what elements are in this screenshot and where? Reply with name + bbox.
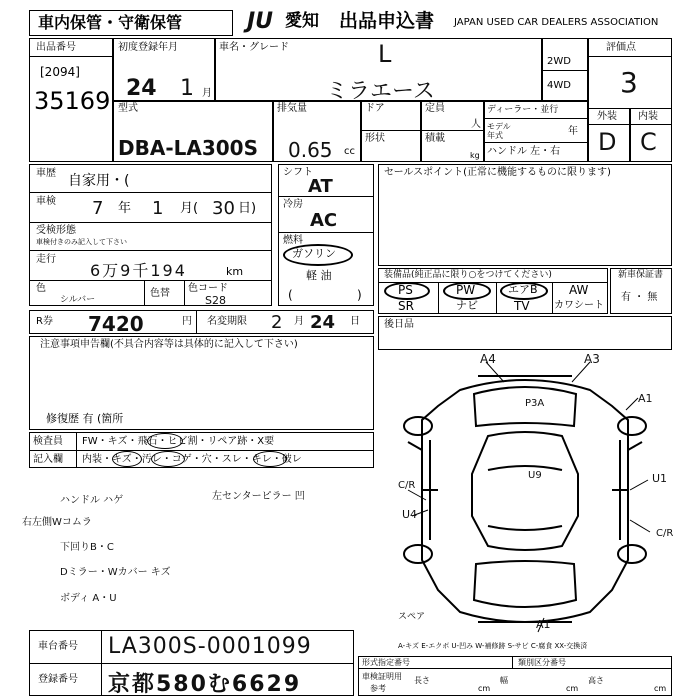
displacement-label: 排気量	[277, 103, 307, 114]
damage-legend: A-キズ E-エクボ U-凹み W-補修跡 S-サビ C-腐食 XX-交換済	[398, 642, 588, 650]
car-history: 自家用・(	[68, 173, 130, 189]
circle-kizu	[112, 451, 142, 467]
color-replace-label: 色替	[150, 288, 170, 299]
interior-label: 内装	[638, 111, 658, 122]
rating-score: 3	[620, 66, 638, 99]
name-change-month: 2	[271, 312, 283, 333]
mileage: 6万9千194	[90, 261, 187, 280]
cooler-label: 冷房	[283, 199, 303, 210]
cc-unit: cc	[344, 146, 355, 157]
note-handle: ハンドル ハゲ	[60, 495, 124, 506]
note-mirror: Dミラー・Wカバー キズ	[60, 567, 171, 578]
circle-yogore	[151, 451, 185, 467]
inspection-year: 7	[92, 198, 104, 219]
damage-a4: A4	[480, 352, 496, 366]
fuel-gasoline: ガソリン	[292, 247, 336, 260]
damage-cr-left: C/R	[398, 480, 416, 491]
car-name-label: 車名・グレード	[219, 42, 289, 53]
recycle-label: R券	[36, 316, 53, 327]
drive-2wd: 2WD	[547, 56, 571, 67]
plate-number-label: 登録番号	[38, 674, 78, 685]
name-change-day-unit: 日	[350, 316, 360, 327]
interior-grade: C	[640, 128, 657, 156]
fuel-paren-close: )	[357, 288, 362, 302]
repair-history: 修復歴 有 (箇所	[46, 412, 124, 425]
car-trunk	[474, 561, 576, 607]
inspection-day-unit: 日)	[238, 201, 257, 216]
damage-a1-top: A1	[638, 392, 653, 405]
frame-number-label: 車台番号	[38, 641, 78, 652]
yen-unit: 円	[182, 316, 192, 327]
equipment-label: 装備品(純正品に限り○をつけてください)	[384, 270, 552, 280]
kg-unit: kg	[470, 151, 480, 160]
damage-cr-right: C/R	[656, 528, 674, 539]
form-number-label: 形式指定番号	[362, 658, 410, 667]
name-change-label: 名変期限	[207, 316, 247, 327]
month-unit: 月	[202, 88, 212, 99]
capacity-unit: 人	[471, 119, 481, 130]
equipment-pw: PW	[456, 283, 476, 297]
wheel-front-right	[618, 417, 646, 435]
model-label: 型式	[118, 103, 138, 114]
name-change-month-unit: 月	[294, 316, 304, 327]
attachments-block	[378, 316, 672, 350]
warranty-options: 有 ・ 無	[621, 292, 658, 303]
attachments-label: 後日品	[384, 319, 414, 330]
model-code: DBA-LA300S	[118, 136, 258, 160]
note-underbody: 下回りB・C	[60, 542, 114, 553]
inspection-month-unit: 月(	[180, 201, 199, 216]
sales-point-label: セールスポイント(正常に機能するものに限ります)	[384, 167, 611, 178]
equipment-ps: PS	[398, 283, 413, 297]
displacement: 0.65	[288, 138, 333, 162]
wheel-rear-right	[618, 545, 646, 563]
shift-label: シフト	[283, 167, 313, 178]
inspection-day: 30	[212, 198, 235, 219]
model-year-label: モデル年式	[487, 122, 511, 140]
car-grade: L	[378, 40, 392, 68]
km-unit: km	[226, 265, 244, 278]
width-label: 幅	[500, 676, 508, 685]
certificate-label: 車検証明用	[362, 672, 402, 681]
plate-number: 京都580む6629	[108, 672, 302, 697]
mileage-label: 走行	[36, 254, 56, 265]
circle-sure	[253, 451, 287, 467]
damage-a3: A3	[584, 352, 600, 366]
damage-u4: U4	[402, 508, 418, 521]
width-cm: cm	[566, 684, 579, 693]
load-label: 積載	[425, 133, 445, 144]
fw-row: FW・キズ・飛石・ヒビ割・リペア跡・X要	[82, 436, 275, 447]
car-name: ミラエース	[326, 79, 435, 104]
wheel-rear-left	[404, 545, 432, 563]
height-label: 高さ	[588, 676, 604, 685]
inspector-label: 検査員	[33, 436, 63, 447]
capacity-label: 定員	[425, 103, 445, 114]
name-change-day: 24	[310, 312, 336, 333]
car-outline	[422, 380, 628, 622]
car-history-label: 車歴	[36, 168, 56, 179]
lot-sub-number: [2094]	[40, 65, 80, 79]
entry-label: 記入欄	[33, 454, 63, 465]
fuel-label: 燃料	[283, 235, 303, 246]
interior-row: 内装・キズ・汚レ・コゲ・穴・スレ・キレ・破レ	[82, 454, 302, 465]
inspection-label: 車検	[36, 196, 56, 207]
color-label: 色	[36, 283, 46, 294]
cooler: AC	[310, 210, 338, 231]
ju-logo: JU	[247, 9, 274, 34]
door-label: ドア	[365, 103, 385, 114]
shift: AT	[308, 176, 333, 197]
spare-label: スペア	[398, 612, 426, 622]
lot-number-label: 出品番号	[36, 42, 76, 53]
note-side: 右左側Wコムラ	[22, 517, 92, 528]
note-body: ボディ A・U	[60, 593, 117, 604]
equipment-leather: カワシート	[554, 300, 604, 311]
car-diagram	[378, 350, 672, 650]
drive-4wd: 4WD	[547, 80, 571, 91]
inspection-month: 1	[152, 198, 164, 219]
first-registration-label: 初度登録年月	[118, 42, 178, 53]
exterior-grade: D	[598, 128, 617, 156]
fuel-paren-open: (	[288, 288, 293, 302]
lot-number: 35169	[34, 87, 111, 115]
damage-u9: U9	[528, 470, 542, 481]
car-roof	[472, 432, 578, 550]
equipment-aw: AW	[569, 283, 589, 297]
damage-a1-bottom: A1	[536, 618, 551, 631]
color-code: S28	[205, 294, 226, 307]
color-code-label: 色コード	[188, 283, 228, 294]
damage-u1: U1	[652, 472, 668, 485]
first-registration-month: 1	[180, 76, 194, 101]
exterior-label: 外装	[597, 111, 617, 122]
equipment-tv: TV	[514, 299, 530, 313]
sheet-title: 出品申込書	[339, 10, 435, 32]
wheel-front-left	[404, 417, 432, 435]
damage-p3: P3A	[525, 398, 545, 409]
inspection-year-unit: 年	[118, 201, 132, 216]
notes-label: 注意事項申告欄(不具合内容等は具体的に記入して下さい)	[40, 339, 298, 350]
sales-point-block	[378, 164, 672, 266]
color: シルバー	[60, 295, 96, 305]
logo-prefecture: 愛知	[285, 11, 319, 31]
handle-label: ハンドル 左・右	[487, 146, 561, 157]
equipment-sr: SR	[398, 299, 414, 313]
recycle-amount: 7420	[88, 312, 144, 336]
length-label: 長さ	[414, 676, 430, 685]
shape-label: 形状	[365, 133, 385, 144]
frame-number: LA300S-0001099	[108, 634, 312, 659]
first-registration-year: 24	[126, 76, 157, 101]
fuel-diesel: 軽 油	[306, 269, 332, 282]
note-pillar: 左センターピラー 凹	[212, 491, 305, 502]
dealer-label: ディーラー・並行	[487, 105, 559, 115]
receive-label: 受検形態	[36, 225, 76, 236]
rating-label: 評価点	[606, 42, 636, 53]
equipment-navi: ナビ	[456, 299, 478, 312]
association-name: JAPAN USED CAR DEALERS ASSOCIATION	[454, 17, 659, 28]
equipment-airbag: エアB	[508, 283, 538, 296]
category-number-label: 類別区分番号	[518, 658, 566, 667]
model-year-unit: 年	[568, 126, 578, 137]
storage-title: 車内保管・守衛保管	[38, 13, 183, 32]
height-cm: cm	[654, 684, 667, 693]
receive-note: 車検付きのみ記入して下さい	[36, 238, 127, 246]
circle-hiseki	[147, 433, 183, 449]
reference-label: 参考	[370, 684, 386, 693]
warranty-label: 新車保証書	[618, 270, 664, 280]
length-cm: cm	[478, 684, 491, 693]
